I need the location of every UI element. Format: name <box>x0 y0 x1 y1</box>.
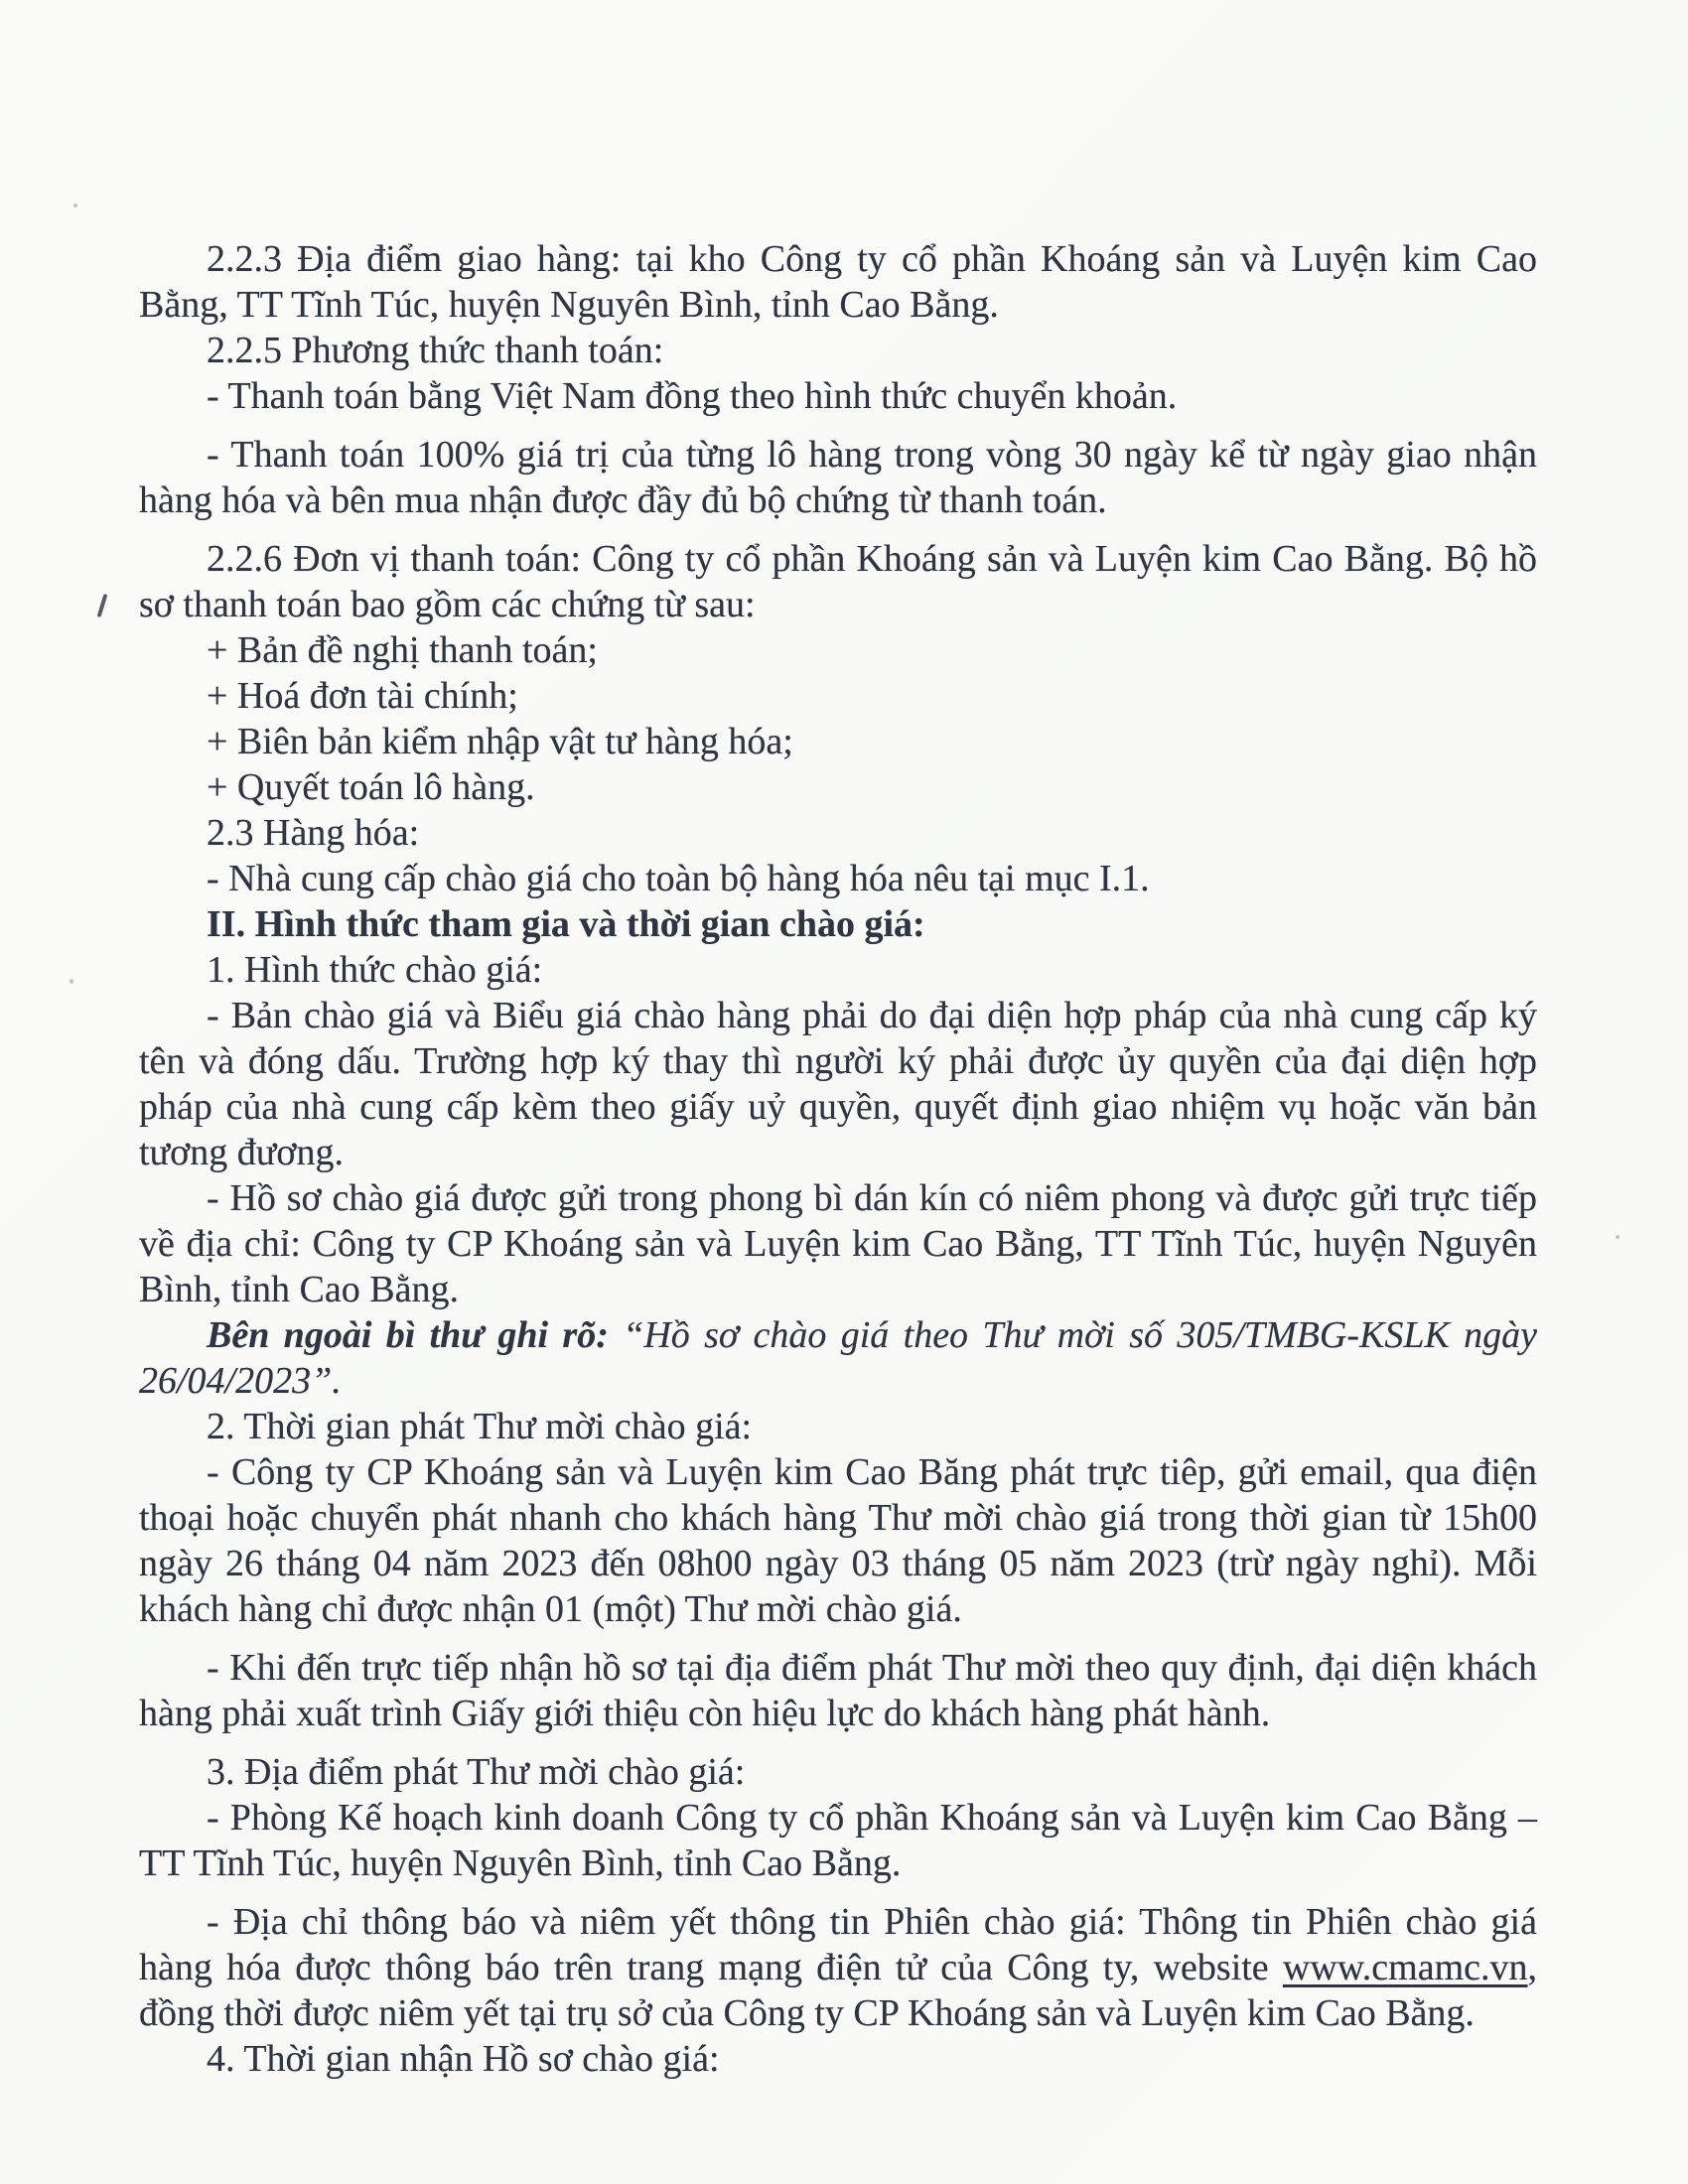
para-4-thoi-gian-nhan-ho-so <box>139 2036 1537 2082</box>
text-segment: 2.2.3 Địa điểm giao hàng: tại kho Công ty cổ phần Khoáng sản và Luyện kim Cao Bằng, TT Tĩnh Túc, huyện Nguyên Bình, tỉnh Cao Bằng. <box>139 238 1537 326</box>
para-2-2-6-don-vi-thanh-toan <box>139 536 1537 627</box>
para-3-dia-diem-phat-thu-moi <box>139 1749 1537 1795</box>
para-ban-de-nghi-thanh-toan <box>139 627 1537 673</box>
para-thanh-toan-chuyen-khoan <box>139 373 1537 419</box>
heading-II-hinh-thuc-tham-gia <box>139 901 1537 947</box>
text-segment: 2.3 Hàng hóa: <box>207 812 420 854</box>
para-nha-cung-cap-chao-gia <box>139 856 1537 901</box>
para-2-2-3-dia-diem-giao-hang <box>139 236 1537 328</box>
para-bien-ban-kiem-nhap <box>139 719 1537 764</box>
para-thanh-toan-100 <box>139 432 1537 523</box>
para-ho-so-chao-gia-phong-bi <box>139 1175 1537 1312</box>
text-segment: - Công ty CP Khoáng sản và Luyện kim Cao Băng phát trực tiêp, gửi email, qua điện thoại hoặc chuyển phát nhanh cho khách hàng Thư mời chào giá trong thời gian từ 15h00 ngày 26 tháng 04 năm 2023 đến 08h00 ngày 03 tháng 05 năm 2023 (trừ ngày nghỉ). Mỗi khách hàng chỉ được nhận 01 (một) Thư mời chào giá. <box>139 1451 1537 1630</box>
text-segment: Bên ngoài bì thư ghi rõ: <box>207 1314 624 1356</box>
para-phong-ke-hoach-kinh-doanh <box>139 1795 1537 1886</box>
para-2-3-hang-hoa <box>139 810 1537 856</box>
text-segment: + Quyết toán lô hàng. <box>207 766 535 808</box>
text-segment: - Bản chào giá và Biểu giá chào hàng phải do đại diện hợp pháp của nhà cung cấp ký tên và đóng dấu. Trường hợp ký thay thì người ký phải được ủy quyền của đại diện hợp pháp của nhà cung cấp kèm theo giấy uỷ quyền, quyết định giao nhiệm vụ hoặc văn bản tương đương. <box>139 995 1537 1173</box>
scan-dust-speck <box>73 204 77 207</box>
para-1-hinh-thuc-chao-gia <box>139 947 1537 993</box>
para-cong-ty-phat-truc-tiep <box>139 1449 1537 1632</box>
text-segment: - Phòng Kế hoạch kinh doanh Công ty cổ phần Khoáng sản và Luyện kim Cao Bằng – TT Tĩnh Túc, huyện Nguyên Bình, tỉnh Cao Bằng. <box>139 1797 1537 1884</box>
text-segment: - Hồ sơ chào giá được gửi trong phong bì dán kín có niêm phong và được gửi trực tiếp về địa chỉ: Công ty CP Khoáng sản và Luyện kim Cao Bằng, TT Tĩnh Túc, huyện Nguyên Bình, tỉnh Cao Bằng. <box>139 1177 1537 1310</box>
text-segment: 2. Thời gian phát Thư mời chào giá: <box>207 1406 753 1447</box>
website-link[interactable]: www.cmamc.vn <box>1282 1947 1528 1988</box>
text-segment: + Hoá đơn tài chính; <box>207 675 518 717</box>
text-segment: - Thanh toán 100% giá trị của từng lô hàng trong vòng 30 ngày kể từ ngày giao nhận hàng hóa và bên mua nhận được đầy đủ bộ chứng từ thanh toán. <box>139 434 1537 521</box>
scan-dust-speck <box>70 979 73 984</box>
text-segment: 3. Địa điểm phát Thư mời chào giá: <box>207 1751 746 1793</box>
text-segment: 1. Hình thức chào giá: <box>207 949 543 991</box>
text-segment: - Nhà cung cấp chào giá cho toàn bộ hàng hóa nêu tại mục I.1. <box>207 858 1150 899</box>
scan-dust-speck <box>1616 1235 1619 1239</box>
text-segment: - Thanh toán bằng Việt Nam đồng theo hình thức chuyển khoản. <box>207 375 1178 417</box>
text-segment: 2.2.6 Đơn vị thanh toán: Công ty cổ phần Khoáng sản và Luyện kim Cao Bằng. Bộ hồ sơ thanh toán bao gồm các chứng từ sau: <box>139 538 1537 625</box>
text-segment: - Địa chỉ thông báo và niêm yết thông tin Phiên chào giá: Thông tin Phiên chào giá hàng hóa được thông báo trên trang mạng điện tử của Công ty, website <box>139 1901 1537 1988</box>
text-segment: “Hồ sơ chào giá theo Thư mời số 305/TMBG-KSLK ngày 26/04/2023”. <box>139 1314 1538 1402</box>
para-2-2-5-phuong-thuc-thanh-toan <box>139 328 1537 373</box>
text-segment: , đồng thời được niêm yết tại trụ sở của Công ty CP Khoáng sản và Luyện kim Cao Bằng. <box>139 1947 1537 2034</box>
text-segment: + Biên bản kiểm nhập vật tư hàng hóa; <box>207 721 793 762</box>
text-segment: II. Hình thức tham gia và thời gian chào giá: <box>207 903 925 945</box>
text-segment: - Khi đến trực tiếp nhận hồ sơ tại địa điểm phát Thư mời theo quy định, đại diện khách hàng phải xuất trình Giấy giới thiệu còn hiệu lực do khách hàng phát hành. <box>139 1647 1537 1734</box>
stray-pen-mark <box>97 594 108 617</box>
para-quyet-toan-lo-hang <box>139 764 1537 810</box>
text-segment: 2.2.5 Phương thức thanh toán: <box>207 330 664 371</box>
text-segment: + Bản đề nghị thanh toán; <box>207 629 598 671</box>
para-ben-ngoai-bi-thu <box>139 1312 1537 1404</box>
para-ban-chao-gia-ky-ten <box>139 993 1537 1175</box>
para-2-thoi-gian-phat-thu-moi <box>139 1404 1537 1449</box>
para-hoa-don-tai-chinh <box>139 673 1537 719</box>
para-dia-chi-thong-bao-niem-yet <box>139 1899 1537 2036</box>
document-body <box>139 236 1537 2082</box>
para-khi-den-truc-tiep-nhan-ho-so <box>139 1645 1537 1736</box>
text-segment: 4. Thời gian nhận Hồ sơ chào giá: <box>207 2038 720 2080</box>
